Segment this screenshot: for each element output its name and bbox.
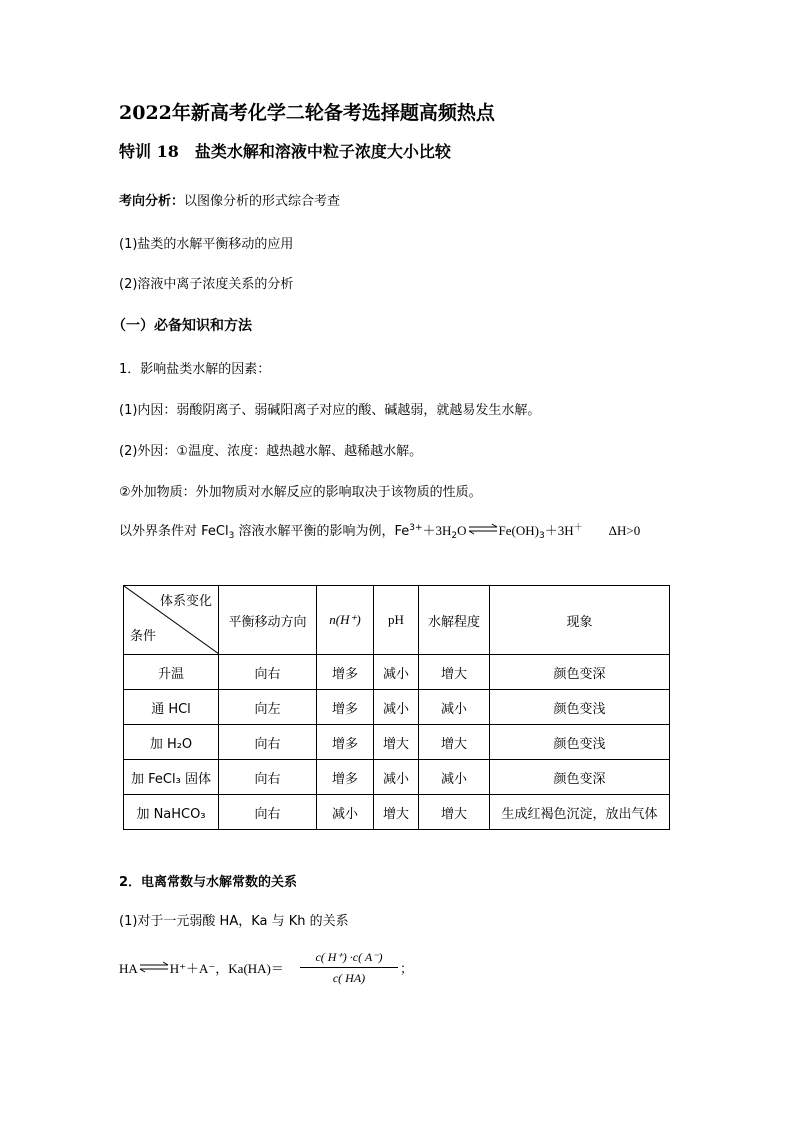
equilibrium-arrow-icon: [467, 523, 499, 538]
table-cell: 升温: [124, 655, 219, 690]
example-rxn2: O: [457, 523, 467, 538]
item1-additive: ②外加物质：外加物质对水解反应的影响取决于该物质的性质。: [119, 485, 482, 500]
header-cell: 平衡移动方向: [219, 586, 317, 655]
diag-top-label: 体系变化: [159, 594, 212, 609]
example-rxn4: ＋3H: [544, 523, 574, 538]
table-cell: 减小: [374, 655, 419, 690]
table-cell: 颜色变深: [490, 655, 670, 690]
table-row: [124, 725, 670, 760]
example-rxn1: ＋3H: [422, 523, 452, 538]
fraction-numerator: c( H⁺) ·c( A⁻): [300, 950, 398, 968]
section-heading: （一）必备知识和方法: [112, 318, 252, 334]
table-cell: 增大: [374, 795, 419, 830]
hydrolysis-table: [123, 585, 670, 830]
item1-internal: (1)内因：弱酸阴离子、弱碱阳离子对应的酸、碱越弱，就越易发生水解。: [119, 403, 541, 418]
table-cell: 减小: [374, 760, 419, 795]
table-header-row: [124, 586, 670, 655]
analysis-label: 考向分析：: [119, 194, 185, 209]
example-rxn4-sup: ＋: [573, 523, 583, 533]
table-cell: 增多: [317, 655, 374, 690]
table-cell: 颜色变浅: [490, 690, 670, 725]
diag-bottom-label: 条件: [130, 629, 157, 644]
table-cell: 向右: [219, 795, 317, 830]
document-subtitle: 特训 18 盐类水解和溶液中粒子浓度大小比较: [119, 142, 451, 161]
example-sub: 3: [228, 531, 235, 541]
table-cell: 颜色变浅: [490, 725, 670, 760]
diagonal-header-cell: [124, 586, 219, 655]
item1-external: (2)外因：①温度、浓度：越热越水解、越稀越水解。: [119, 444, 423, 459]
table-cell: 向右: [219, 725, 317, 760]
table-cell: 减小: [419, 690, 490, 725]
table-cell: 向左: [219, 690, 317, 725]
table-cell: 减小: [317, 795, 374, 830]
table-cell: 增多: [317, 725, 374, 760]
analysis-line: [119, 190, 340, 209]
table-cell: 增大: [419, 725, 490, 760]
table-row: [124, 760, 670, 795]
example-mid: 溶液水解平衡的影响为例，Fe: [234, 524, 410, 539]
table-cell: 加 NaHCO₃: [124, 795, 219, 830]
table-cell: 加 FeCl₃ 固体: [124, 760, 219, 795]
header-cell: n(H⁺): [317, 586, 374, 655]
table-cell: 增多: [317, 760, 374, 795]
hydrolysis-example: [119, 520, 640, 539]
table-row: [124, 655, 670, 690]
table-cell: 加 H₂O: [124, 725, 219, 760]
table-cell: 减小: [374, 690, 419, 725]
table-cell: 通 HCl: [124, 690, 219, 725]
table-cell: 颜色变深: [490, 760, 670, 795]
analysis-text: 以图像分析的形式综合考查: [184, 194, 341, 209]
eq-end: ；: [400, 962, 414, 977]
item1-heading: 1．影响盐类水解的因素：: [119, 362, 271, 377]
example-delta-h: ΔH>0: [608, 523, 641, 538]
point-2: (2)溶液中离子浓度关系的分析: [119, 277, 294, 292]
example-rxn3: Fe(OH): [498, 523, 539, 538]
table-cell: 增多: [317, 690, 374, 725]
equilibrium-arrow-icon: [138, 961, 170, 977]
example-prefix: 以外界条件对 FeCl: [119, 524, 229, 539]
table-cell: 增大: [419, 655, 490, 690]
item2-sub1: (1)对于一元弱酸 HA，Ka 与 Kh 的关系: [119, 914, 349, 929]
eq-right: H⁺＋A⁻，Ka(HA)＝: [169, 961, 284, 976]
ka-fraction: [300, 950, 398, 986]
point-1: (1)盐类的水解平衡移动的应用: [119, 237, 294, 252]
table-row: [124, 690, 670, 725]
table-cell: 增大: [419, 795, 490, 830]
document-title: 2022年新高考化学二轮备考选择题高频热点: [119, 102, 495, 124]
table-cell: 增大: [374, 725, 419, 760]
header-cell: 现象: [490, 586, 670, 655]
table-cell: 生成红褐色沉淀，放出气体: [490, 795, 670, 830]
table-cell: 向右: [219, 655, 317, 690]
header-cell: 水解程度: [419, 586, 490, 655]
example-sup: 3+: [409, 523, 423, 533]
eq-left: HA: [119, 961, 138, 976]
item2-heading: 2．电离常数与水解常数的关系: [119, 875, 298, 890]
fraction-denominator: c( HA): [332, 971, 366, 985]
table-cell: 减小: [419, 760, 490, 795]
table-row: [124, 795, 670, 830]
example-rxn3-sub: 3: [538, 531, 545, 541]
header-cell: pH: [374, 586, 419, 655]
table-cell: 向右: [219, 760, 317, 795]
example-rxn1-sub: 2: [451, 531, 458, 541]
dissociation-equation: [119, 958, 284, 977]
